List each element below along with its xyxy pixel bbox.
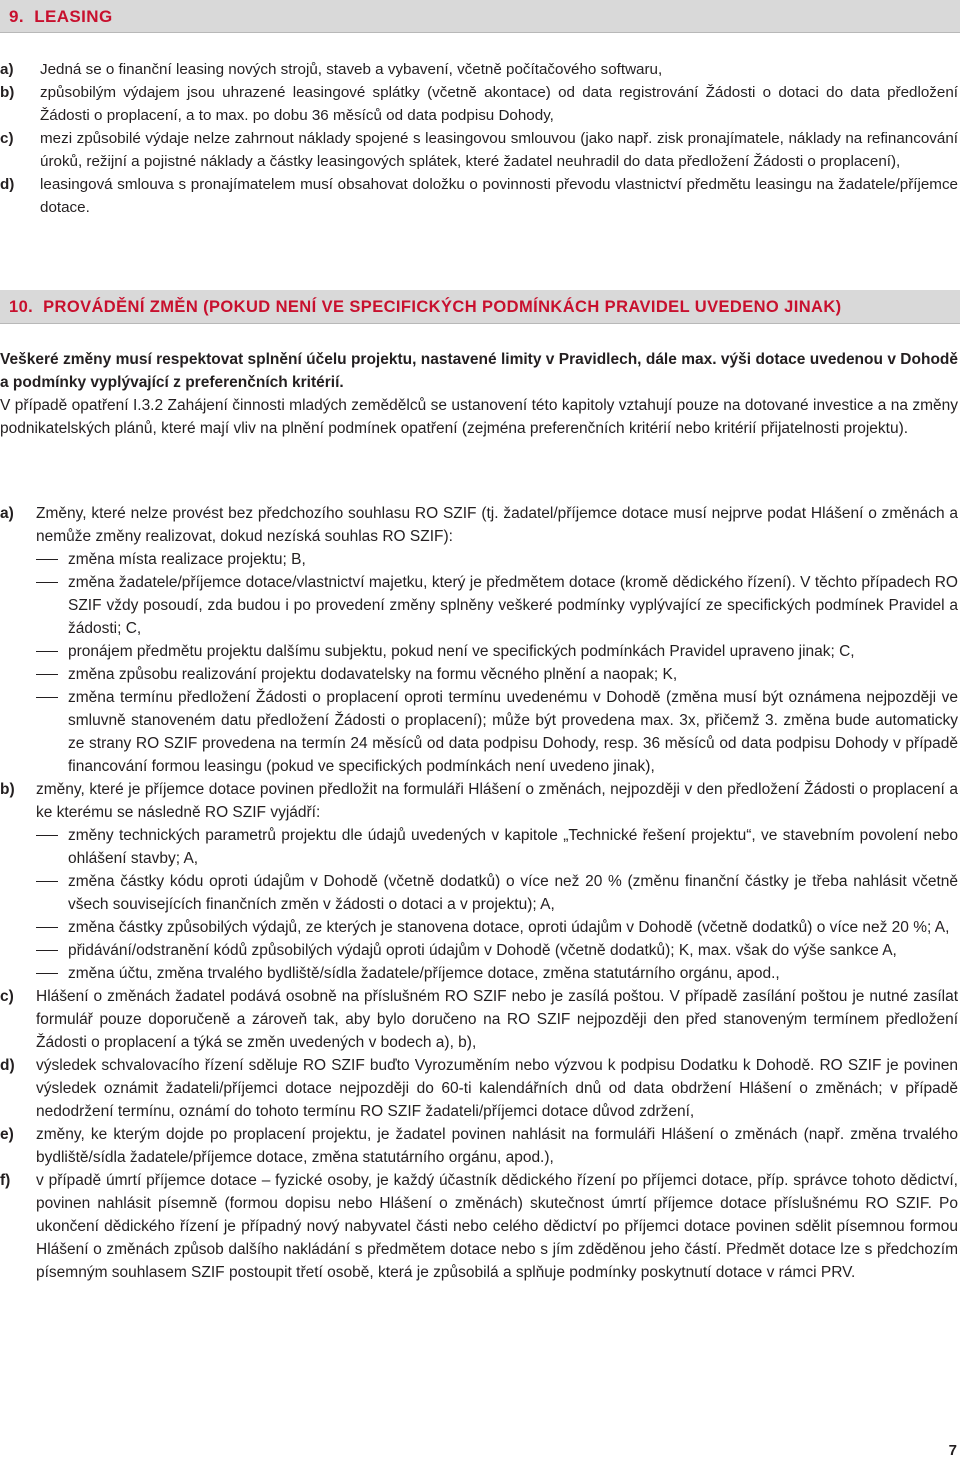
list-item-f: [0, 1169, 958, 1284]
list-item-a: [0, 502, 958, 778]
list-item: [0, 173, 958, 219]
intro-bold-paragraph: Veškeré změny musí respektovat splnění účelu projektu, nastavené limity v Pravidlech, dále max. výši dotace uvedenou v Dohodě a podmínky vyplývající z preferenčních kritérií.: [0, 351, 958, 391]
item-label: a): [0, 505, 14, 522]
item-label: d): [0, 1057, 15, 1074]
item-label: d): [0, 176, 15, 193]
item-label: b): [0, 84, 15, 101]
dash-list: [36, 548, 958, 778]
list-item-c: [0, 985, 958, 1054]
dash-item: přidávání/odstranění kódů způsobilých výdajů oproti údajům v Dohodě (včetně dodatků); K, max. však do výše sankce A,: [36, 939, 958, 962]
section-10-heading: [0, 290, 960, 324]
item-text: mezi způsobilé výdaje nelze zahrnout náklady spojené s leasingovou smlouvou (jako např. zisk pronajímatele, náklady na refinancování úroků, režijní a pojistné náklady a částky leasingových splátek, které žadatel neuhradil do data předložení Žádosti o proplacení),: [40, 130, 958, 170]
section-title: PROVÁDĚNÍ ZMĚN (POKUD NENÍ VE SPECIFICKÝCH PODMÍNKÁCH PRAVIDEL UVEDENO JINAK): [43, 298, 842, 316]
item-text: Jedná se o finanční leasing nových strojů, staveb a vybavení, včetně počítačového softwaru,: [40, 61, 663, 78]
list-item: [0, 127, 958, 173]
dash-list: [36, 824, 958, 985]
item-text: změny, které je příjemce dotace povinen předložit na formuláři Hlášení o změnách, nejpozději v den předložení Žádosti o proplacení a ke kterému se následně RO SZIF vyjádří:: [36, 781, 958, 821]
list-item-b: [0, 778, 958, 985]
list-item-e: [0, 1123, 958, 1169]
item-text: výsledek schvalovacího řízení sděluje RO SZIF buďto Vyrozuměním nebo výzvou k podpisu Dodatku k Dohodě. RO SZIF je povinen výsledek oznámit žadateli/příjemci dotace nejpozději do 60-ti kalendářních dnů od data obdržení Hlášení o změnách; v případě nedodržení termínu, oznámí do tohoto termínu RO SZIF žadateli/příjemci dotace důvod zdržení,: [36, 1057, 958, 1120]
dash-item: změna místa realizace projektu; B,: [36, 548, 958, 571]
section-9-heading: [0, 0, 960, 33]
dash-item: pronájem předmětu projektu dalšímu subjektu, pokud není ve specifických podmínkách Pravidel upraveno jinak; C,: [36, 640, 958, 663]
item-label: b): [0, 781, 15, 798]
dash-item: změna žadatele/příjemce dotace/vlastnictví majetku, který je předmětem dotace (kromě dědického řízení). V těchto případech RO SZIF vždy posoudí, zda budou i po provedení změny splněny veškeré podmínky vyplývající ze specifických podmínek Pravidel a žádosti; C,: [36, 571, 958, 640]
item-text: Hlášení o změnách žadatel podává osobně na příslušném RO SZIF nebo je zasílá poštou. V případě zasílání poštou je nutné zasílat formulář pouze doporučeně a zároveň tak, aby bylo doručeno na RO SZIF nejpozději den před stanoveným termínem předložení Žádosti o proplacení a týká se změn uvedených v bodech a), b),: [36, 988, 958, 1051]
dash-item: změna termínu předložení Žádosti o proplacení oproti termínu uvedenému v Dohodě (změna musí být oznámena nejpozději ve smluvně stanoveném datu předložení Žádosti o proplacení); může být provedena max. 3x, přičemž 3. změna bude automaticky ze strany RO SZIF provedena na termín 24 měsíců od data podpisu Dohody, resp. 36 měsíců od data podpisu Dohody v případě financování formou leasingu (pokud ve specifických podmínkách není uvedeno jinak),: [36, 686, 958, 778]
list-item-d: [0, 1054, 958, 1123]
item-label: f): [0, 1172, 11, 1189]
dash-item: změna částky způsobilých výdajů, ze kterých je stanovena dotace, oproti údajům v Dohodě (včetně dodatků) o více než 20 %; A,: [36, 916, 958, 939]
section-10-list: [0, 502, 960, 1284]
section-number: 9.: [9, 7, 24, 26]
item-label: c): [0, 988, 14, 1005]
section-number: 10.: [9, 298, 34, 316]
dash-item: změna částky kódu oproti údajům v Dohodě (včetně dodatků) o více než 20 % (změnu finanční částky je třeba nahlásit včetně všech souvisejících finančních změn v žádosti o dotaci a v projektu); A,: [36, 870, 958, 916]
intro-paragraph: V případě opatření I.3.2 Zahájení činnosti mladých zemědělců se ustanovení této kapitoly vztahují pouze na dotované investice a na změny podnikatelských plánů, které mají vliv na plnění podmínek opatření (zejména preferenčních kritérií nebo kritérií přijatelnosti projektu).: [0, 397, 958, 437]
item-label: c): [0, 130, 14, 147]
item-label: e): [0, 1126, 14, 1143]
section-10-intro: [0, 348, 960, 440]
item-text: způsobilým výdajem jsou uhrazené leasingové splátky (včetně akontace) od data registrování Žádosti o dotaci do data předložení Žádosti o proplacení, a to max. po dobu 36 měsíců od data podpisu Dohody,: [40, 84, 958, 124]
section-9-list: [0, 58, 960, 219]
item-text: leasingová smlouva s pronajímatelem musí obsahovat doložku o povinnosti převodu vlastnictví předmětu leasingu na žadatele/příjemce dotace.: [40, 176, 958, 216]
list-item: [0, 58, 958, 81]
item-text: v případě úmrtí příjemce dotace – fyzické osoby, je každý účastník dědického řízení po příjemci dotace, příp. správce tohoto dědictví, povinen nahlásit písemně (formou dopisu nebo Hlášení o změnách) skutečnost úmrtí příjemce dotace příslušnému RO SZIF. Po ukončení dědického řízení je případný nový nabyvatel části nebo celého dědictví po příjemci dotace povinen sdělit písemnou formou Hlášení o změnách způsob dalšího nakládání s předmětem dotace nebo s jím zděděnou jeho částí. Předmět dotace lze s předchozím písemným souhlasem SZIF postoupit třetí osobě, která je způsobilá a splňuje podmínky poskytnutí dotace v rámci PRV.: [36, 1172, 958, 1281]
page-number: 7: [948, 1442, 957, 1459]
dash-item: změna účtu, změna trvalého bydliště/sídla žadatele/příjemce dotace, změna statutárního orgánu, apod.,: [36, 962, 958, 985]
list-item: [0, 81, 958, 127]
item-text: Změny, které nelze provést bez předchozího souhlasu RO SZIF (tj. žadatel/příjemce dotace musí nejprve podat Hlášení o změnách a nemůže změny realizovat, dokud nezíská souhlas RO SZIF):: [36, 505, 958, 545]
item-label: a): [0, 61, 14, 78]
dash-item: změna způsobu realizování projektu dodavatelsky na formu věcného plnění a naopak; K,: [36, 663, 958, 686]
section-title: LEASING: [34, 7, 113, 26]
item-text: změny, ke kterým dojde po proplacení projektu, je žadatel povinen nahlásit na formuláři Hlášení o změnách (např. změna trvalého bydliště/sídla žadatele/příjemce dotace, změna statutárního orgánu, apod.),: [36, 1126, 958, 1166]
dash-item: změny technických parametrů projektu dle údajů uvedených v kapitole „Technické řešení projektu“, ve stavebním povolení nebo ohlášení stavby; A,: [36, 824, 958, 870]
